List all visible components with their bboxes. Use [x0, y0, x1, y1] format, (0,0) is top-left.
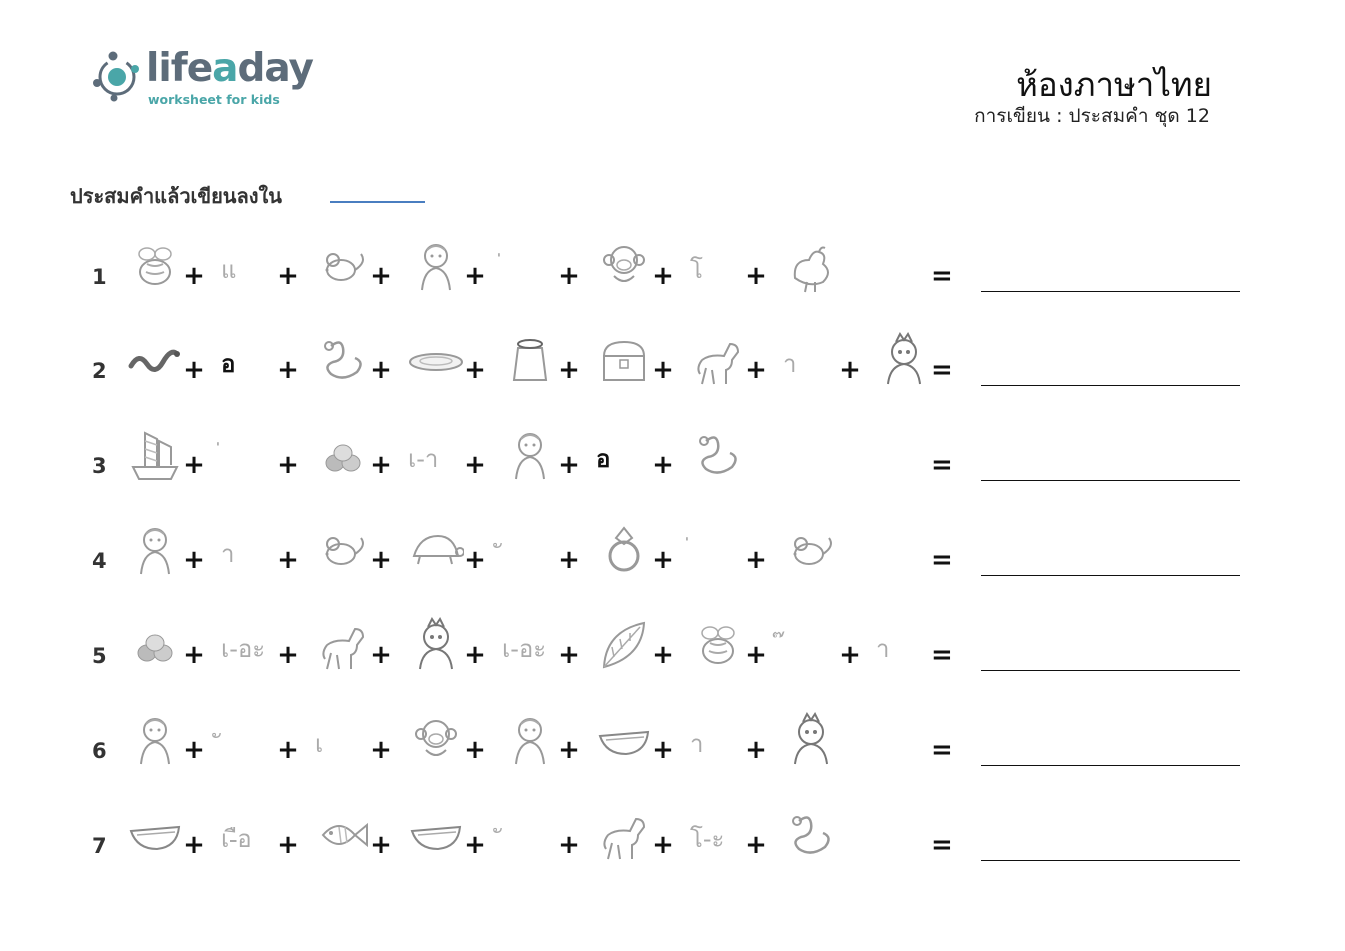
eggs-icon: [127, 617, 183, 673]
hermit-icon: [127, 522, 183, 578]
plus-sign: +: [183, 735, 205, 765]
plus-sign: +: [183, 261, 205, 291]
plate-icon: [408, 332, 464, 388]
plus-sign: +: [464, 545, 486, 575]
exercise-row: [0, 238, 1345, 308]
horse-icon: [690, 332, 746, 388]
plus-sign: +: [464, 450, 486, 480]
mouse-icon: [783, 522, 839, 578]
plus-sign: +: [652, 640, 674, 670]
plus-sign: +: [183, 450, 205, 480]
plus-sign: +: [745, 640, 767, 670]
plus-sign: +: [745, 545, 767, 575]
plus-sign: +: [183, 640, 205, 670]
giant-icon: [783, 712, 839, 768]
equals-sign: =: [931, 735, 953, 765]
hermit-icon: [408, 238, 464, 294]
plus-sign: +: [558, 450, 580, 480]
fish-icon: [315, 807, 371, 863]
equals-sign: =: [931, 355, 953, 385]
giant-icon: [408, 617, 464, 673]
plus-sign: +: [558, 355, 580, 385]
logo-mark-icon: [90, 50, 144, 104]
plus-sign: +: [370, 735, 392, 765]
exercise-row: [0, 807, 1345, 877]
answer-line[interactable]: [981, 480, 1240, 481]
exercise-row: [0, 522, 1345, 592]
answer-line[interactable]: [981, 385, 1240, 386]
snake-coiled-icon: [315, 332, 371, 388]
equals-sign: =: [931, 261, 953, 291]
plus-sign: +: [277, 545, 299, 575]
plus-sign: +: [370, 640, 392, 670]
letter-tile: า: [690, 730, 704, 758]
snake-coiled-icon: [783, 807, 839, 863]
plus-sign: +: [277, 640, 299, 670]
page-subtitle: การเขียน : ประสมคำ ชุด 12: [974, 105, 1210, 127]
exercise-number: 2: [92, 359, 107, 383]
letter-tile: า: [783, 350, 797, 378]
answer-line[interactable]: [981, 575, 1240, 576]
plus-sign: +: [370, 830, 392, 860]
boat-icon: [596, 712, 652, 768]
plus-sign: +: [839, 355, 861, 385]
plus-sign: +: [277, 355, 299, 385]
horse-icon: [315, 617, 371, 673]
answer-line[interactable]: [981, 291, 1240, 292]
plus-sign: +: [652, 735, 674, 765]
page-title: ห้องภาษาไทย: [1016, 65, 1212, 104]
junk-ship-icon: [127, 427, 183, 483]
snake-coiled-icon: [690, 427, 746, 483]
plus-sign: +: [370, 545, 392, 575]
plus-sign: +: [652, 450, 674, 480]
exercise-number: 3: [92, 454, 107, 478]
equals-sign: =: [931, 545, 953, 575]
mouse-icon: [315, 522, 371, 578]
plus-sign: +: [277, 830, 299, 860]
bee-icon: [127, 238, 183, 294]
instruction-text: ประสมคำแล้วเขียนลงใน: [70, 184, 282, 208]
chest-icon: [596, 332, 652, 388]
plus-sign: +: [558, 735, 580, 765]
letter-tile: โ-ะ: [690, 825, 725, 853]
ring-icon: [596, 522, 652, 578]
exercise-number: 5: [92, 644, 107, 668]
plus-sign: +: [183, 545, 205, 575]
monkey-icon: [596, 238, 652, 294]
exercise-number: 6: [92, 739, 107, 763]
equals-sign: =: [931, 450, 953, 480]
letter-tile: เ-ือ: [221, 825, 252, 853]
exercise-row: [0, 427, 1345, 497]
plus-sign: +: [370, 355, 392, 385]
mouse-icon: [315, 238, 371, 294]
letter-tile: เ: [315, 730, 324, 758]
plus-sign: +: [558, 830, 580, 860]
jar-icon: [502, 332, 558, 388]
letter-tile: โ: [690, 256, 703, 284]
plus-sign: +: [277, 735, 299, 765]
equals-sign: =: [931, 640, 953, 670]
exercise-number: 4: [92, 549, 107, 573]
plus-sign: +: [277, 261, 299, 291]
plus-sign: +: [652, 355, 674, 385]
plus-sign: +: [370, 261, 392, 291]
hermit-icon: [502, 712, 558, 768]
exercise-row: [0, 712, 1345, 782]
plus-sign: +: [652, 261, 674, 291]
eggs-icon: [315, 427, 371, 483]
plus-sign: +: [464, 735, 486, 765]
turtle-icon: [408, 522, 464, 578]
plus-sign: +: [464, 830, 486, 860]
leaf-icon: [596, 617, 652, 673]
logo: [90, 46, 313, 110]
plus-sign: +: [183, 355, 205, 385]
letter-tile: เ-อะ: [221, 635, 266, 663]
boat-icon: [408, 807, 464, 863]
letter-tile: แ: [221, 256, 237, 284]
giant-icon: [876, 332, 932, 388]
plus-sign: +: [652, 545, 674, 575]
plus-sign: +: [558, 640, 580, 670]
plus-sign: +: [183, 830, 205, 860]
instruction-blank-line: [330, 201, 425, 203]
exercise-row: [0, 332, 1345, 402]
letter-tile: เ-อะ: [502, 635, 547, 663]
plus-sign: +: [839, 640, 861, 670]
plus-sign: +: [745, 261, 767, 291]
plus-sign: +: [558, 261, 580, 291]
plus-sign: +: [745, 830, 767, 860]
plus-sign: +: [652, 830, 674, 860]
logo-name: lifeaday: [146, 46, 313, 91]
hermit-icon: [127, 712, 183, 768]
snake-icon: [127, 332, 183, 388]
rooster-icon: [783, 238, 839, 294]
exercise-row: [0, 617, 1345, 687]
plus-sign: +: [464, 640, 486, 670]
exercise-number: 7: [92, 834, 107, 858]
letter-tile: อ: [596, 445, 611, 473]
letter-tile: า: [876, 635, 890, 663]
plus-sign: +: [558, 545, 580, 575]
letter-tile: อ: [221, 350, 236, 378]
boat-icon: [127, 807, 183, 863]
monkey-icon: [408, 712, 464, 768]
answer-line[interactable]: [981, 670, 1240, 671]
horse-icon: [596, 807, 652, 863]
exercise-number: 1: [92, 265, 107, 289]
answer-line[interactable]: [981, 860, 1240, 861]
plus-sign: +: [277, 450, 299, 480]
bee-icon: [690, 617, 746, 673]
letter-tile: า: [221, 540, 235, 568]
plus-sign: +: [745, 735, 767, 765]
plus-sign: +: [370, 450, 392, 480]
equals-sign: =: [931, 830, 953, 860]
logo-tagline: worksheet for kids: [148, 92, 280, 107]
hermit-icon: [502, 427, 558, 483]
plus-sign: +: [464, 355, 486, 385]
plus-sign: +: [745, 355, 767, 385]
plus-sign: +: [464, 261, 486, 291]
letter-tile: เ-า: [408, 445, 439, 473]
answer-line[interactable]: [981, 765, 1240, 766]
